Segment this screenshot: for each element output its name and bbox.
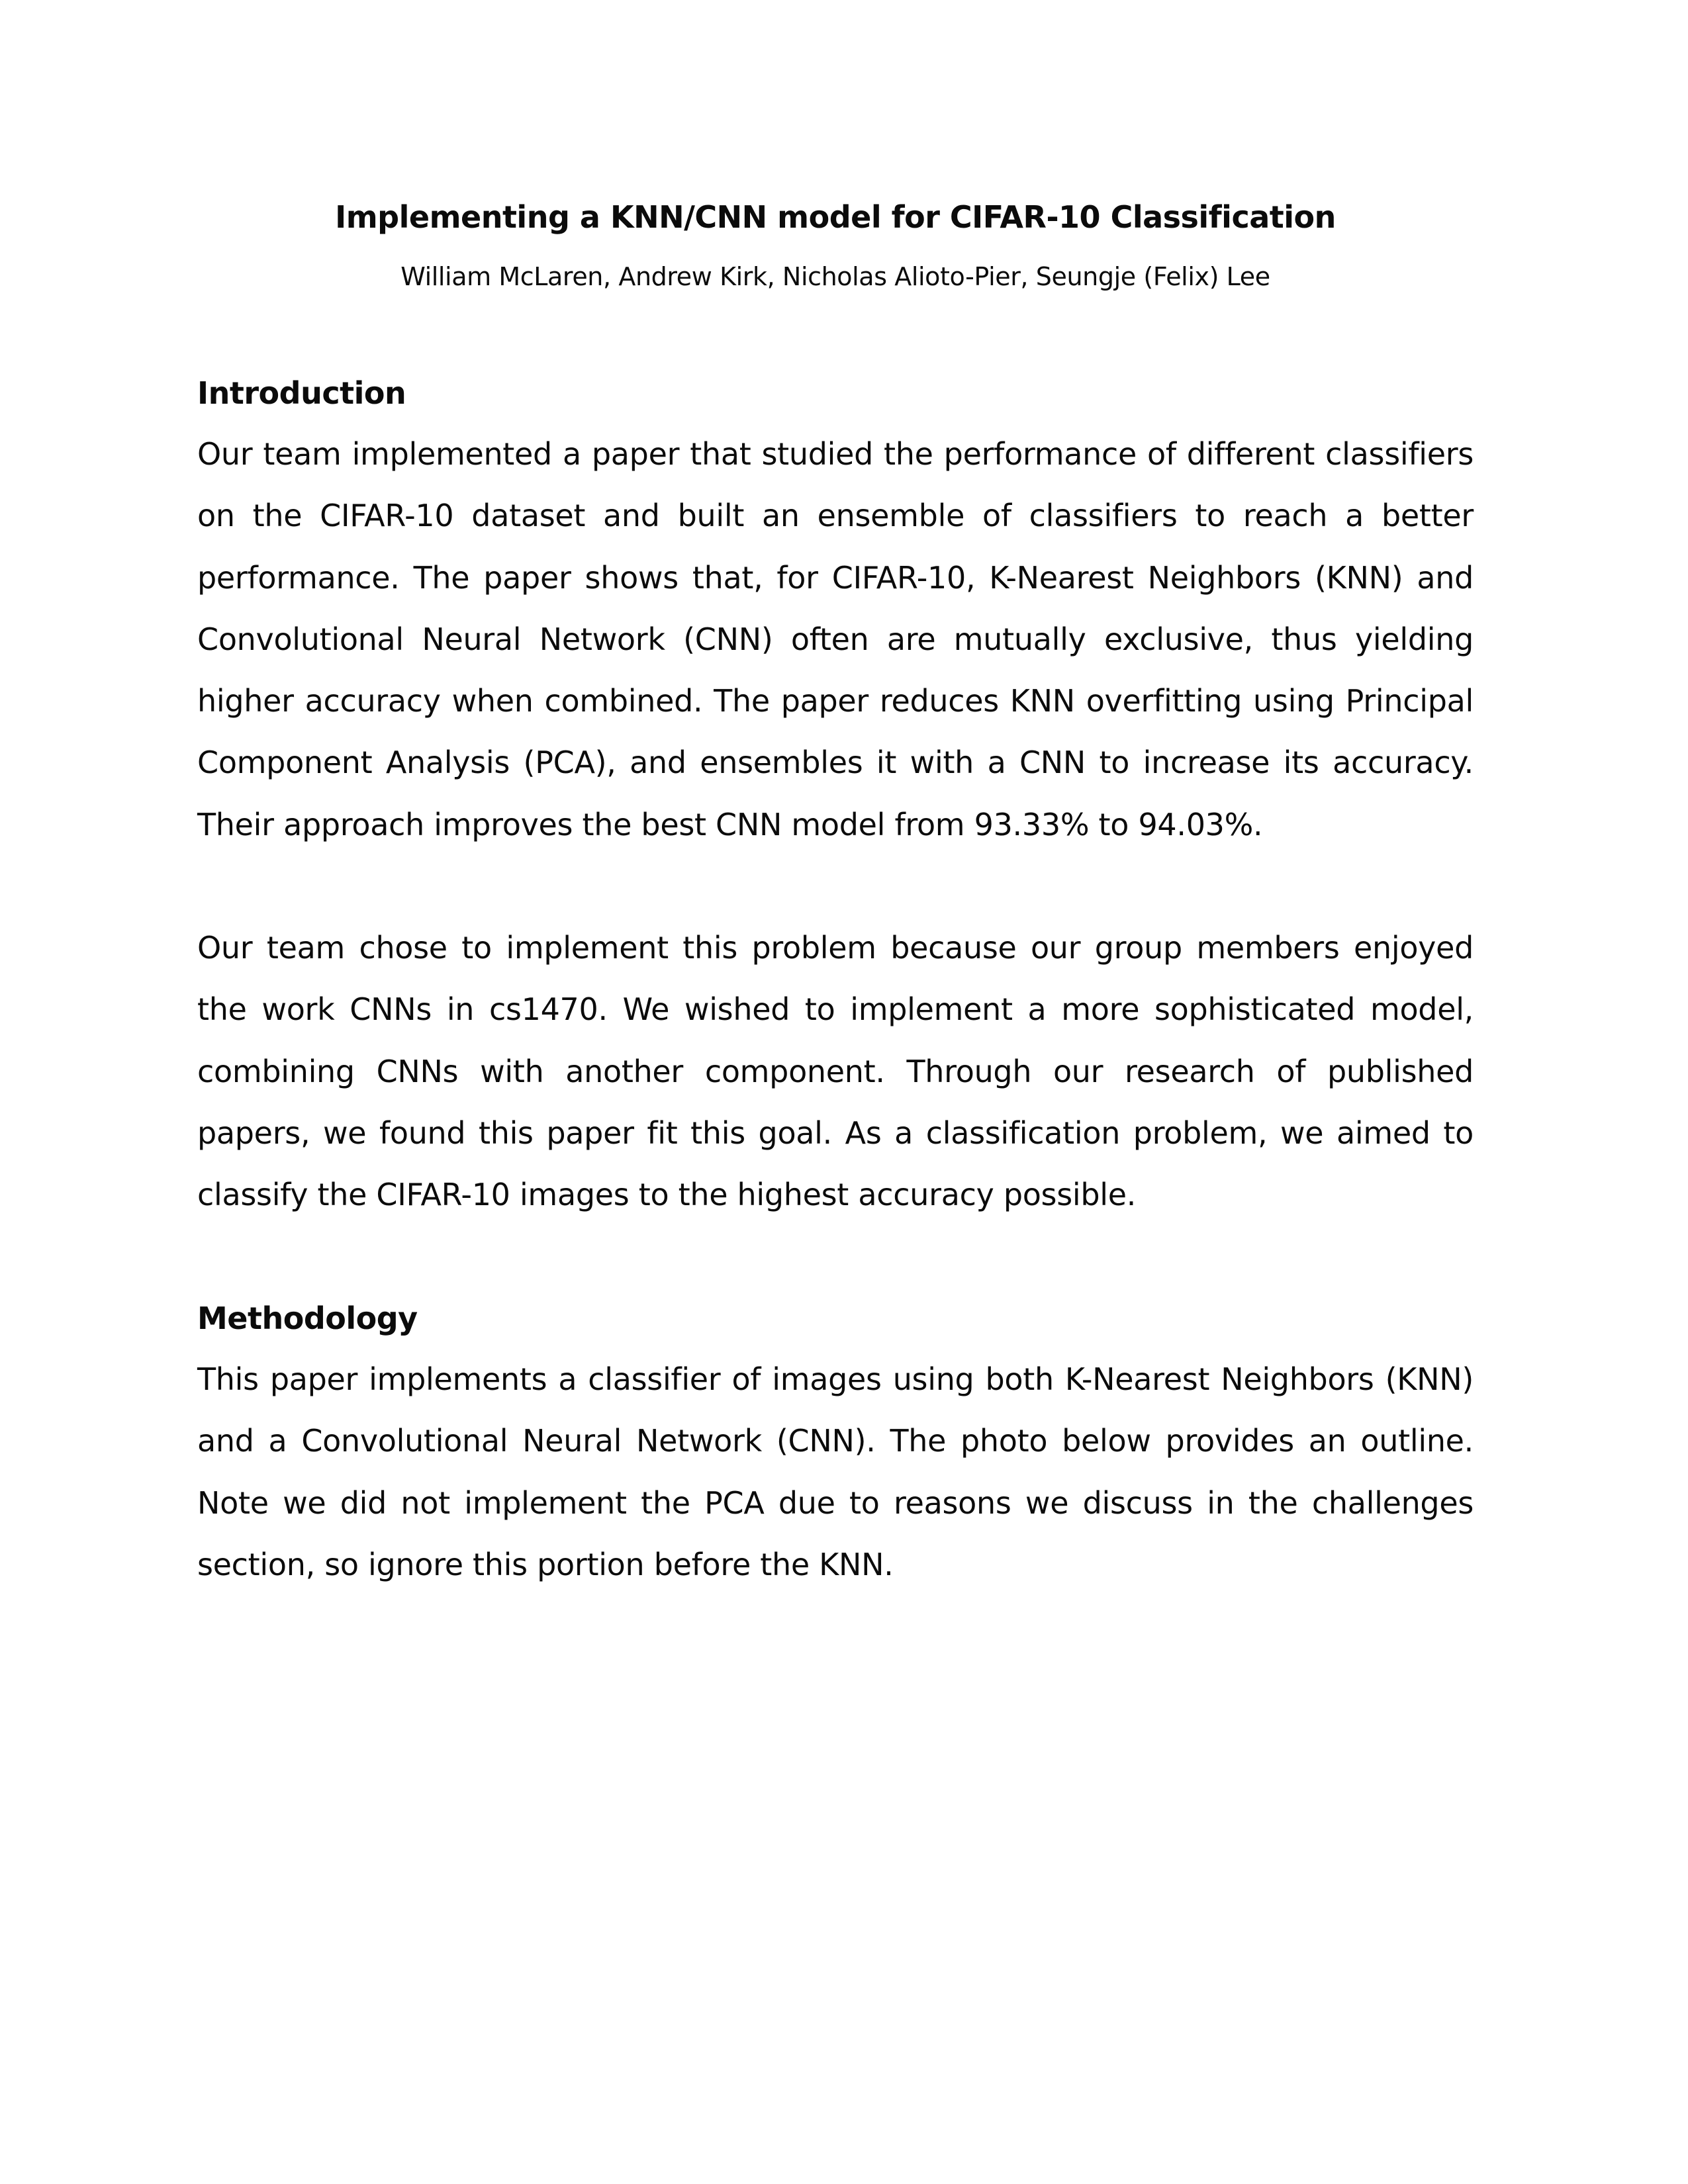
author-list: William McLaren, Andrew Kirk, Nicholas Alioto-Pier, Seungje (Felix) Lee: [400, 262, 1270, 291]
introduction-paragraph-1: Our team implemented a paper that studied the performance of different classifiers on the CIFAR-10 dataset and built an ensemble of classifiers to reach a better performance. The paper shows that, for CIFAR-10, K-Nearest Neighbors (KNN) and Convolutional Neural Network (CNN) often are mutually exclusive, thus yielding higher accuracy when combined. The paper reduces KNN overfitting using Principal Component Analysis (PCA), and ensembles it with a CNN to increase its accuracy. Their approach improves the best CNN model from 93.33% to 94.03%.: [197, 436, 1474, 842]
introduction-paragraph-2: Our team chose to implement this problem because our group members enjoyed the work CNNs in cs1470. We wished to implement a more sophisticated model, combining CNNs with another component. Through our research of published papers, we found this paper fit this goal. As a classification problem, we aimed to classify the CIFAR-10 images to the highest accuracy possible.: [197, 930, 1474, 1213]
section-heading-introduction: Introduction: [197, 375, 406, 411]
paper-title: Implementing a KNN/CNN model for CIFAR-10 Classification: [335, 199, 1336, 235]
section-heading-methodology: Methodology: [197, 1300, 418, 1336]
methodology-paragraph-1: This paper implements a classifier of images using both K-Nearest Neighbors (KNN) and a Convolutional Neural Network (CNN). The photo below provides an outline. Note we did not implement the PCA due to reasons we discuss in the challenges section, so ignore this portion before the KNN.: [197, 1361, 1474, 1582]
